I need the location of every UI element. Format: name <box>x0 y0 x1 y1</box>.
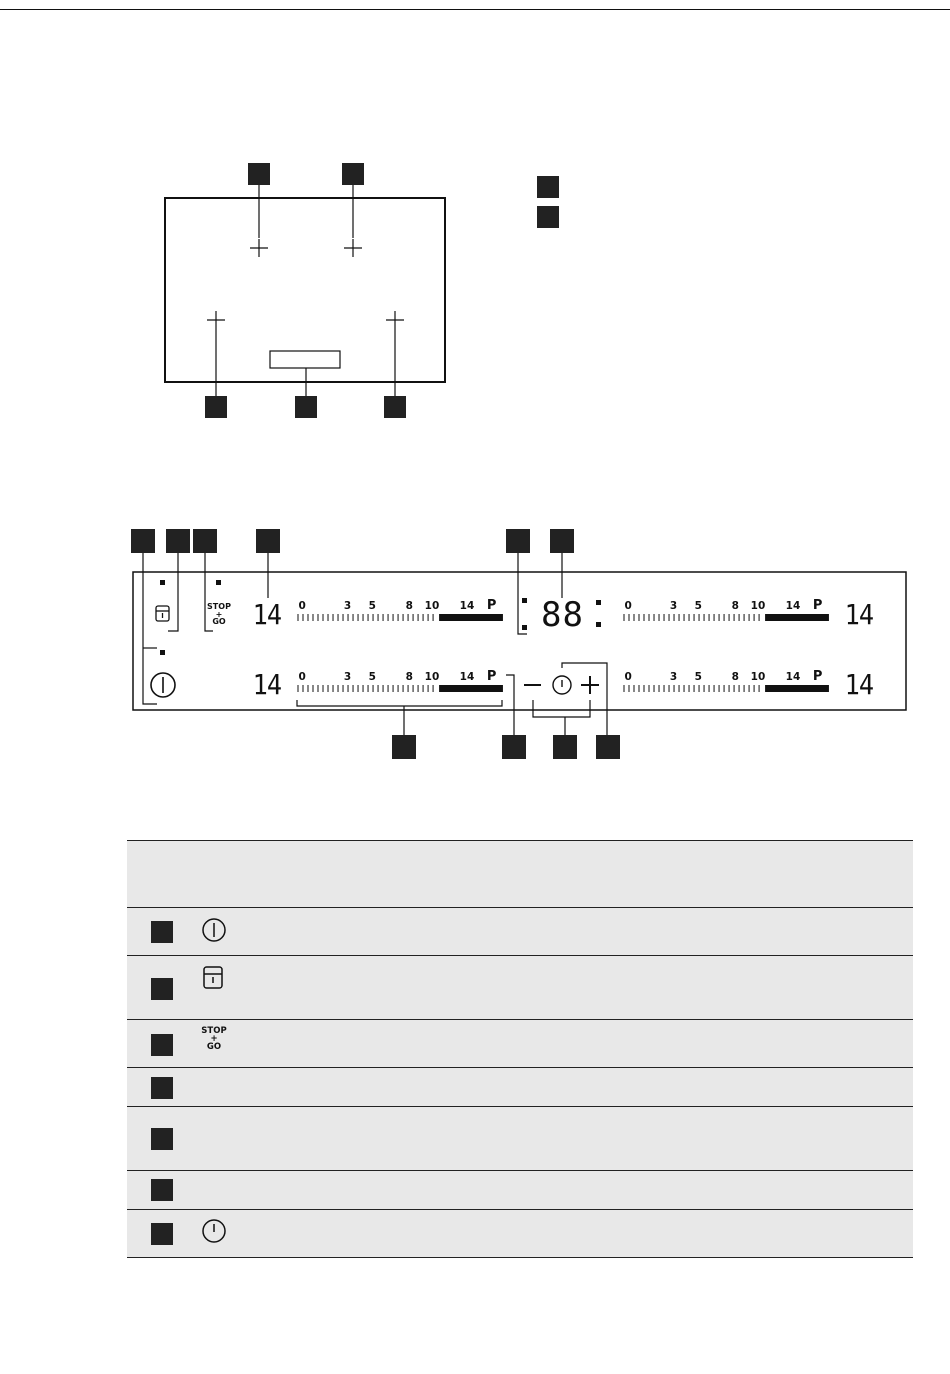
scale-label: P <box>812 598 823 613</box>
legend-marker-1 <box>537 176 559 198</box>
scale-label: P <box>812 669 823 684</box>
marker-display <box>256 529 280 553</box>
table-row <box>127 1020 913 1068</box>
scale-label: 14 <box>785 600 801 612</box>
zone-display-rear-right: 14 <box>844 668 874 701</box>
marker-timer-indicators <box>506 529 530 553</box>
marker-timer-keys <box>553 735 577 759</box>
scale-label: 5 <box>368 600 376 612</box>
stop-go-icon[interactable]: STOP + GO <box>207 602 231 626</box>
marker-zone-front-right <box>384 396 406 418</box>
panel-area <box>270 351 340 368</box>
lock-icon <box>156 606 169 621</box>
power-icon <box>151 673 175 697</box>
marker-zone-rear-left <box>248 163 270 185</box>
scale-label: P <box>486 598 497 613</box>
timer-icon <box>553 676 571 694</box>
marker-p-indicator <box>502 735 526 759</box>
table-row <box>127 1171 913 1210</box>
lock-icon <box>200 964 230 994</box>
table-row <box>127 1107 913 1171</box>
slider-front-left[interactable] <box>298 598 503 621</box>
slider-rear-right[interactable] <box>624 669 829 692</box>
zone-display-rear-left: 14 <box>252 668 282 701</box>
slider-front-right[interactable] <box>624 598 829 621</box>
zone-display-front-right: 14 <box>844 598 874 631</box>
scale-label: 8 <box>405 671 413 683</box>
marker-zone-rear-right <box>342 163 364 185</box>
scale-label: 10 <box>424 671 440 683</box>
zone-cross-rear-right <box>344 239 362 257</box>
slider-max-bar <box>765 685 829 692</box>
timer-display: 88 <box>541 595 584 635</box>
scale-label: P <box>486 669 497 684</box>
scale-label: 3 <box>343 600 352 612</box>
scale-label: 14 <box>459 671 475 683</box>
slider-max-bar <box>439 614 503 621</box>
function-table <box>127 840 913 1258</box>
marker-power <box>131 529 155 553</box>
scale-label: 0 <box>298 671 306 683</box>
slider-max-bar <box>439 685 503 692</box>
power-icon <box>200 916 230 946</box>
zone-cross-front-left <box>207 311 225 329</box>
scale-label: 10 <box>750 671 766 683</box>
timer-icon <box>200 1217 230 1247</box>
scale-label: 5 <box>368 671 376 683</box>
marker-zone-front-left <box>205 396 227 418</box>
table-row <box>127 956 913 1020</box>
scale-label: 0 <box>298 600 306 612</box>
marker-slider <box>392 735 416 759</box>
scale-label: 5 <box>694 600 702 612</box>
scale-label: 8 <box>405 600 413 612</box>
table-row <box>127 1210 913 1258</box>
scale-label: 14 <box>459 600 475 612</box>
table-row <box>127 908 913 956</box>
marker-lock <box>166 529 190 553</box>
marker-timer-icon <box>596 735 620 759</box>
scale-label: 3 <box>669 671 678 683</box>
scale-label: 8 <box>731 600 739 612</box>
scale-label: 3 <box>343 671 352 683</box>
table-row <box>127 1068 913 1107</box>
scale-label: 10 <box>424 600 440 612</box>
slider-rear-left[interactable] <box>298 669 503 692</box>
stop-go-icon: STOP + GO <box>201 1026 227 1052</box>
zone-cross-rear-left <box>250 239 268 257</box>
zone-display-front-left: 14 <box>252 598 282 631</box>
zone-cross-front-right <box>386 311 404 329</box>
timer-plus-key <box>581 676 599 694</box>
scale-label: 14 <box>785 671 801 683</box>
scale-label: 5 <box>694 671 702 683</box>
marker-panel <box>295 396 317 418</box>
slider-max-bar <box>765 614 829 621</box>
scale-label: 0 <box>624 671 632 683</box>
table-header <box>127 840 913 908</box>
scale-label: 3 <box>669 600 678 612</box>
marker-timer-display <box>550 529 574 553</box>
scale-label: 0 <box>624 600 632 612</box>
hob-outline <box>165 198 445 382</box>
legend-marker-2 <box>537 206 559 228</box>
scale-label: 8 <box>731 671 739 683</box>
marker-stopgo <box>193 529 217 553</box>
scale-label: 10 <box>750 600 766 612</box>
